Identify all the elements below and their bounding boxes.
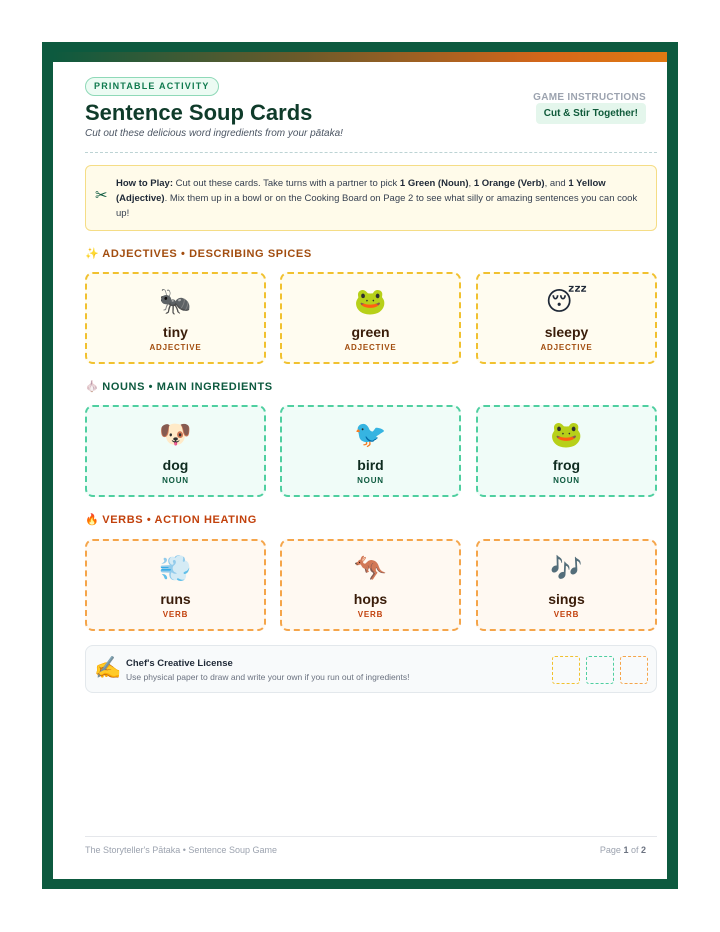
card-kind: ADJECTIVE <box>344 343 397 352</box>
separator-2: , and <box>544 178 569 189</box>
page-title: Sentence Soup Cards <box>85 100 313 125</box>
separator-1: , <box>468 178 474 189</box>
card-word: hops <box>353 591 388 607</box>
how-to-play-box <box>85 165 657 231</box>
card-word: runs <box>160 591 191 607</box>
word-card-bird <box>280 405 461 497</box>
how-to-play-text-1: Cut out these cards. Take turns with a partner to pick <box>173 178 400 189</box>
card-kind: VERB <box>553 610 580 619</box>
page-total: 2 <box>640 845 646 855</box>
sparkles-icon: ✨ <box>85 248 100 260</box>
page-border <box>42 42 678 889</box>
sleeping-face-icon: 😴 <box>545 286 588 316</box>
ant-icon: 🐜 <box>159 286 192 316</box>
card-kind: VERB <box>357 610 384 619</box>
license-title: Chef's Creative License <box>126 658 233 669</box>
verbs-section-title: VERBS • ACTION HEATING <box>102 514 257 526</box>
page-number <box>600 845 646 855</box>
dashed-divider <box>85 152 657 153</box>
license-description: Use physical paper to draw and write your own if you run out of ingredients! <box>126 672 410 682</box>
green-noun-term: 1 Green (Noun) <box>399 178 469 189</box>
how-to-play-text <box>116 176 646 221</box>
word-card-sleepy <box>476 272 657 364</box>
blank-verb-card <box>620 656 648 684</box>
how-to-play-label: How to Play: <box>116 178 174 189</box>
creative-license-box <box>85 645 657 693</box>
card-kind: ADJECTIVE <box>540 343 593 352</box>
page-current: 1 <box>623 845 629 855</box>
cut-and-stir-pill: Cut & Stir Together! <box>536 103 646 124</box>
word-card-tiny <box>85 272 266 364</box>
card-word: sleepy <box>544 324 589 340</box>
footer-divider <box>85 836 657 837</box>
blank-adjective-card <box>552 656 580 684</box>
page-subtitle: Cut out these delicious word ingredients from your pātaka! <box>85 128 343 139</box>
worksheet-page <box>53 52 667 879</box>
card-word: sings <box>548 591 585 607</box>
page-prefix: Page <box>599 845 624 855</box>
game-instructions-label: GAME INSTRUCTIONS <box>533 92 646 103</box>
blank-noun-card <box>586 656 614 684</box>
dash-icon: 💨 <box>159 553 192 583</box>
word-card-sings <box>476 539 657 631</box>
card-word: tiny <box>163 324 188 340</box>
card-word: bird <box>357 457 384 473</box>
garlic-icon: 🧄 <box>85 381 100 393</box>
word-card-frog <box>476 405 657 497</box>
kangaroo-icon: 🦘 <box>354 553 387 583</box>
word-card-dog <box>85 405 266 497</box>
dog-face-icon: 🐶 <box>159 419 192 449</box>
card-kind: ADJECTIVE <box>149 343 202 352</box>
how-to-play-text-2: . Mix them up in a bowl or on the Cooking Board on Page 2 to see what silly or amazing sentences you can cook up! <box>116 193 638 219</box>
nouns-section-title: NOUNS • MAIN INGREDIENTS <box>102 381 273 393</box>
yellow-adjective-term: 1 Yellow (Adjective) <box>116 178 606 204</box>
card-kind: VERB <box>162 610 189 619</box>
adjectives-section-heading <box>85 247 312 260</box>
page-of: of <box>628 845 641 855</box>
scissors-icon: ✂ <box>95 187 108 204</box>
bird-icon: 🐦 <box>354 419 387 449</box>
gradient-top-bar <box>53 52 667 62</box>
nouns-section-heading <box>85 380 273 393</box>
card-kind: NOUN <box>553 476 580 485</box>
card-word: dog <box>162 457 189 473</box>
footer-source: The Storyteller's Pātaka • Sentence Soup Game <box>85 845 277 855</box>
card-word: green <box>351 324 390 340</box>
word-card-hops <box>280 539 461 631</box>
word-card-green <box>280 272 461 364</box>
adjectives-section-title: ADJECTIVES • DESCRIBING SPICES <box>102 248 312 260</box>
writing-hand-icon: ✍️ <box>94 655 122 680</box>
card-word: frog <box>552 457 581 473</box>
printable-activity-badge: PRINTABLE ACTIVITY <box>85 77 219 96</box>
fire-icon: 🔥 <box>85 514 100 526</box>
verbs-section-heading <box>85 513 257 526</box>
frog-face-icon: 🐸 <box>354 286 387 316</box>
word-card-runs <box>85 539 266 631</box>
orange-verb-term: 1 Orange (Verb) <box>473 178 545 189</box>
music-notes-icon: 🎶 <box>550 553 583 583</box>
card-kind: NOUN <box>357 476 384 485</box>
card-kind: NOUN <box>162 476 189 485</box>
frog-face-icon: 🐸 <box>550 419 583 449</box>
